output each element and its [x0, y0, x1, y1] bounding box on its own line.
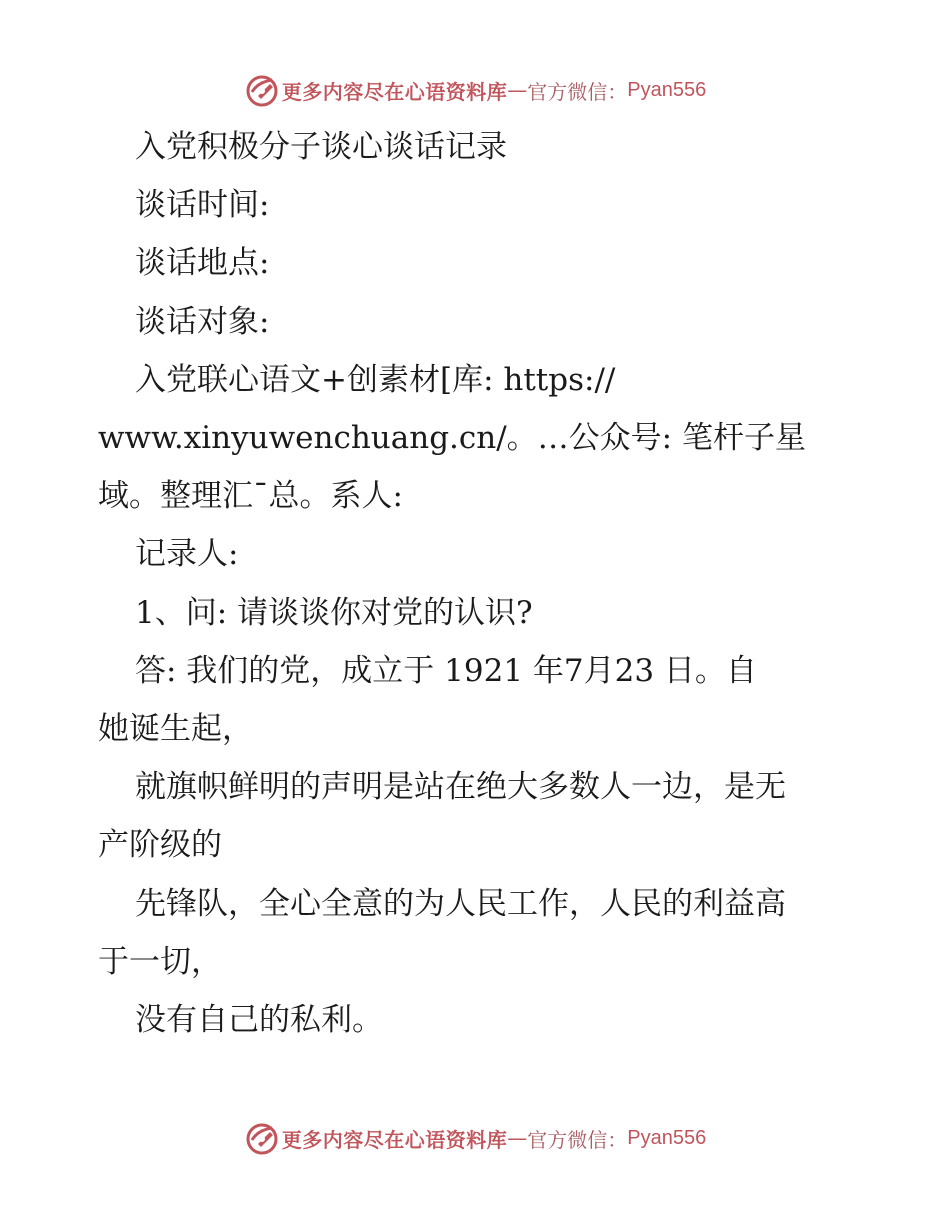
document-body	[98, 118, 868, 1049]
document-title: 入党积极分子谈心谈话记录	[135, 129, 507, 165]
banner-separator: —	[507, 78, 528, 102]
talk-subject-line: 谈话对象:	[135, 303, 270, 340]
answer-line: 答: 我们的党，成立于 1921 年7月23 日。自	[135, 652, 757, 689]
footer-banner	[0, 1118, 950, 1158]
wechat-id: Pyan556	[627, 1126, 707, 1149]
text-line: 就旗帜鲜明的声明是站在绝大多数人一边，是无	[135, 769, 786, 806]
banner-text: 更多内容尽在心语资料库	[281, 1127, 508, 1152]
talk-time-line: 谈话时间:	[135, 187, 270, 224]
talk-location-line: 谈话地点:	[135, 245, 270, 282]
logo-icon	[244, 1120, 280, 1156]
text-line: 产阶级的	[98, 827, 222, 864]
wechat-label: 官方微信：	[527, 79, 628, 104]
wechat-label: 官方微信：	[527, 1127, 628, 1152]
text-line: 入党联心语文+创素材[库: https://	[135, 361, 616, 398]
logo-icon	[244, 72, 280, 108]
text-line: www.xinyuwenchuang.cn/。…公众号: 笔杆子星	[98, 420, 806, 457]
text-line: 先锋队，全心全意的为人民工作，人民的利益高	[135, 885, 786, 922]
recorder-line: 记录人:	[135, 536, 239, 573]
text-line: 她诞生起，	[98, 711, 253, 748]
banner-text: 更多内容尽在心语资料库	[281, 79, 508, 104]
text-line: 于一切，	[98, 943, 222, 980]
question-line: 1、问: 请谈谈你对党的认识?	[135, 594, 533, 631]
text-line: 域。整理汇¯总。系人:	[98, 478, 403, 515]
header-banner	[0, 70, 950, 110]
wechat-id: Pyan556	[627, 78, 707, 101]
banner-separator: —	[507, 1126, 528, 1150]
text-line: 没有自己的私利。	[135, 1002, 383, 1039]
